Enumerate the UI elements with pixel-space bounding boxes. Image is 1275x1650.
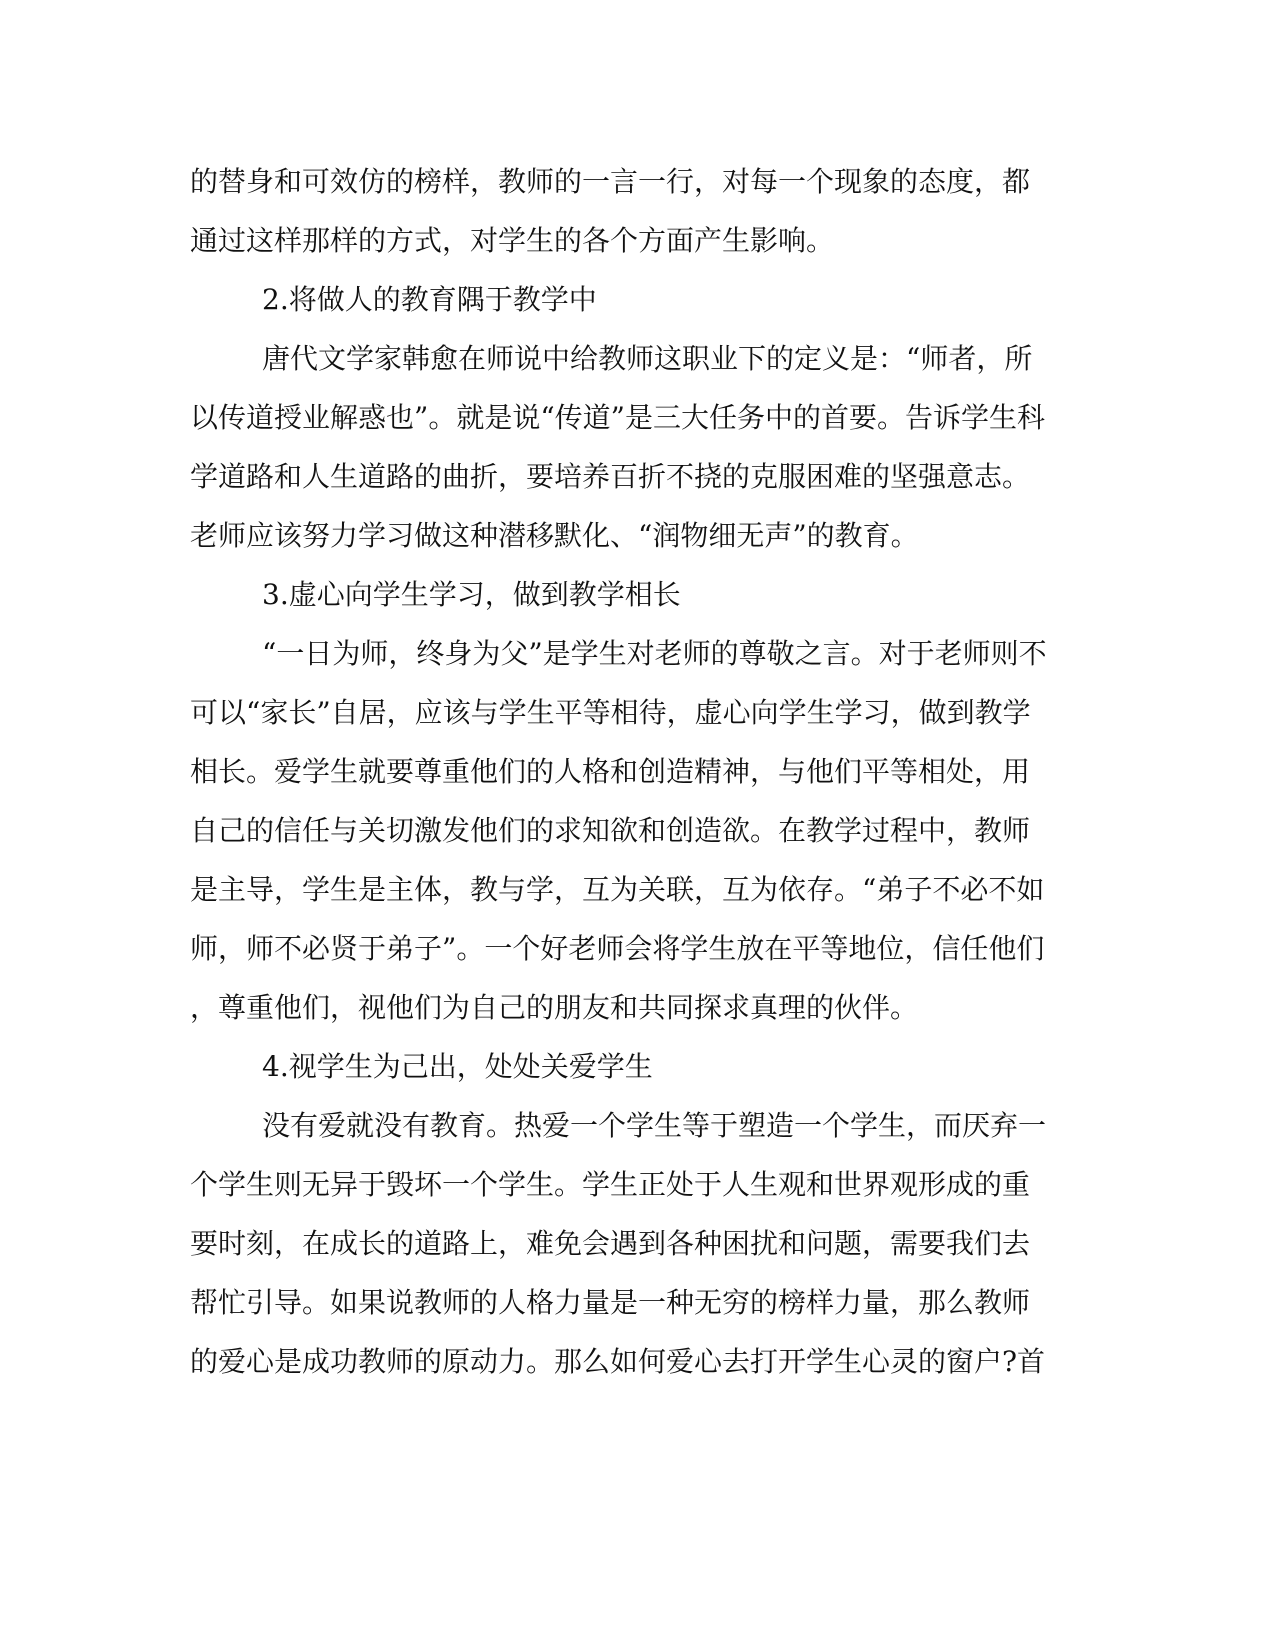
text-line: 师，师不必贤于弟子”。一个好老师会将学生放在平等地位，信任他们 — [190, 932, 1045, 965]
text-line: 的爱心是成功教师的原动力。那么如何爱心去打开学生心灵的窗户?首 — [190, 1345, 1046, 1378]
text-line: 个学生则无异于毁坏一个学生。学生正处于人生观和世界观形成的重 — [190, 1168, 1031, 1201]
text-line: 以传道授业解惑也”。就是说“传道”是三大任务中的首要。告诉学生科 — [190, 401, 1045, 434]
section-heading: 4.视学生为己出，处处关爱学生 — [262, 1050, 653, 1083]
section-heading: 2.将做人的教育隅于教学中 — [262, 283, 597, 316]
text-line: 没有爱就没有教育。热爱一个学生等于塑造一个学生，而厌弃一 — [262, 1109, 1047, 1142]
text-line: “一日为师，终身为父”是学生对老师的尊敬之言。对于老师则不 — [262, 637, 1047, 670]
text-line: 通过这样那样的方式，对学生的各个方面产生影响。 — [190, 224, 835, 257]
text-line: 是主导，学生是主体，教与学，互为关联，互为依存。“弟子不必不如 — [190, 873, 1045, 906]
text-line: 唐代文学家韩愈在师说中给教师这职业下的定义是：“师者，所 — [262, 342, 1033, 375]
section-heading: 3.虚心向学生学习，做到教学相长 — [262, 578, 681, 611]
text-line: 帮忙引导。如果说教师的人格力量是一种无穷的榜样力量，那么教师 — [190, 1286, 1031, 1319]
text-line: 老师应该努力学习做这种潜移默化、“润物细无声”的教育。 — [190, 519, 919, 552]
text-line: 要时刻，在成长的道路上，难免会遇到各种困扰和问题，需要我们去 — [190, 1227, 1031, 1260]
text-line: ，尊重他们，视他们为自己的朋友和共同探求真理的伙伴。 — [190, 991, 919, 1024]
text-line: 自己的信任与关切激发他们的求知欲和创造欲。在教学过程中，教师 — [190, 814, 1031, 847]
text-line: 相长。爱学生就要尊重他们的人格和创造精神，与他们平等相处，用 — [190, 755, 1031, 788]
text-line: 的替身和可效仿的榜样，教师的一言一行，对每一个现象的态度，都 — [190, 165, 1031, 198]
text-line: 可以“家长”自居，应该与学生平等相待，虚心向学生学习，做到教学 — [190, 696, 1031, 729]
text-line: 学道路和人生道路的曲折，要培养百折不挠的克服困难的坚强意志。 — [190, 460, 1031, 493]
